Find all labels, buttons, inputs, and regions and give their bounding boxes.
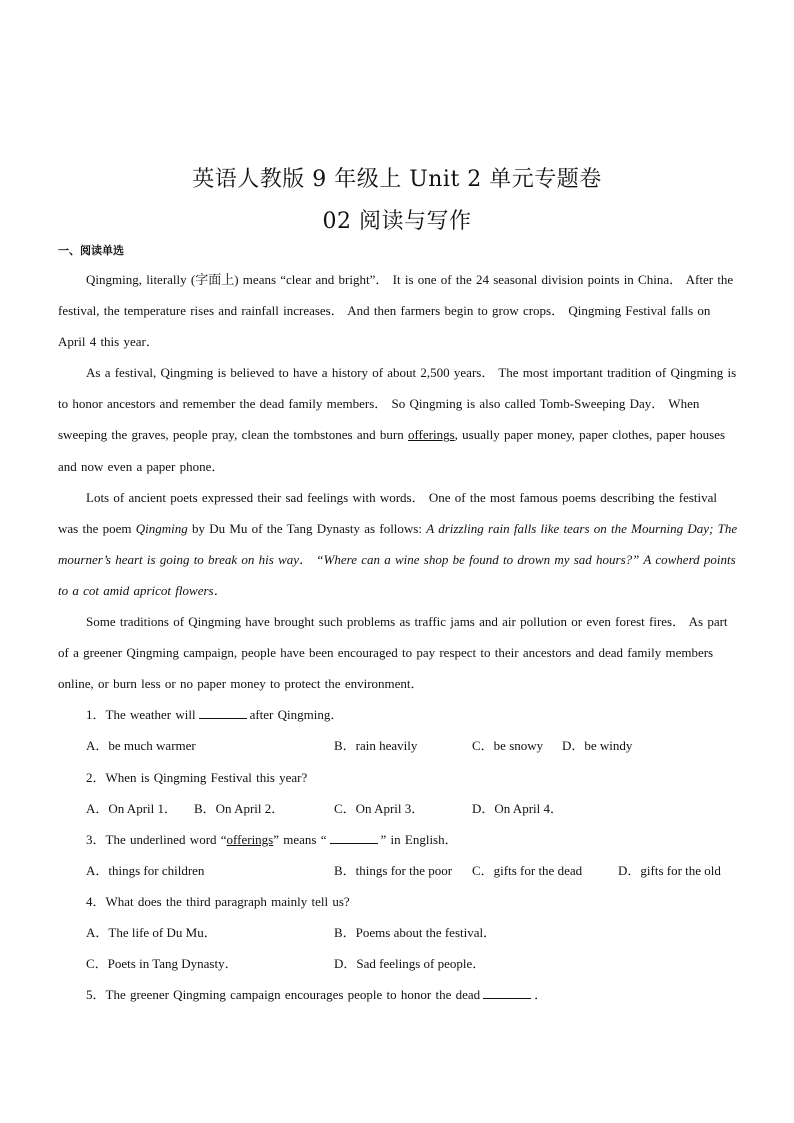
option-a[interactable]: A．be much warmer	[86, 738, 196, 754]
question-1	[58, 699, 738, 730]
question-text: after Qingming．	[249, 707, 344, 723]
paragraph-text: Lots of ancient poets expressed their sad feelings with words． One of the most famous poems describing the festival was the poem	[58, 489, 718, 536]
answer-blank	[483, 986, 531, 999]
option-a[interactable]: A．The life of Du Mu．	[86, 924, 217, 940]
section-heading: 一、阅读单选	[58, 244, 124, 257]
option-d[interactable]: D．gifts for the old	[618, 862, 721, 878]
question-4-options-row-1	[58, 917, 738, 948]
poem-quote: A drizzling rain falls like tears on the Mourning Day; The mourner’s heart is going to break on his way． “Where can a wine shop be found to drown my sad hours?” A cowherd points to a cot amid apricot flowers．	[58, 520, 738, 598]
page-subtitle: 02 阅读与写作	[322, 209, 472, 234]
question-2: 2．When is Qingming Festival this year?	[86, 769, 308, 785]
option-d[interactable]: D．Sad feelings of people．	[334, 956, 486, 972]
question-text: ” means “	[273, 831, 327, 847]
question-1-options	[58, 730, 738, 761]
answer-blank	[330, 831, 378, 844]
passage-paragraph-4: Some traditions of Qingming have brought such problems as traffic jams and air pollution or even forest fires． As part of a greener Qingming campaign, people have been encouraged to pay respect to their ancestors and dead family members online, or burn less or no paper money to protect the environment．	[58, 614, 728, 692]
question-text: 1．The weather will	[86, 707, 196, 723]
answer-blank	[199, 706, 247, 719]
option-c[interactable]: C．be snowy	[472, 738, 544, 754]
option-b[interactable]: B．rain heavily	[334, 738, 418, 754]
question-text: ” in English．	[380, 831, 458, 847]
question-text: 3．The underlined word “	[86, 831, 227, 847]
question-text: 5．The greener Qingming campaign encourages people to honor the dead	[86, 987, 481, 1003]
option-c[interactable]: C．Poets in Tang Dynasty．	[86, 956, 238, 972]
underlined-word: offerings	[226, 831, 274, 847]
option-a[interactable]: A．things for children	[86, 862, 205, 878]
question-5	[58, 979, 738, 1010]
option-d[interactable]: D．be windy	[562, 738, 633, 754]
option-c[interactable]: C．On April 3．	[334, 800, 425, 816]
page-title: 英语人教版 9 年级上 Unit 2 单元专题卷	[192, 167, 602, 192]
option-b[interactable]: B．On April 2．	[194, 800, 285, 816]
passage-paragraph-2	[58, 357, 738, 481]
question-2-options	[58, 793, 738, 824]
option-d[interactable]: D．On April 4．	[472, 800, 564, 816]
poem-title: Qingming	[135, 520, 188, 536]
paragraph-text: As a festival, Qingming is believed to have a history of about 2,500 years． The most important tradition of Qingming is to honor ancestors and remember the dead family members． So Qingming is also called Tomb-Sweeping Day． When sweeping the graves, people pray, clean the tombstones and burn	[58, 365, 737, 443]
underlined-word: offerings	[407, 427, 455, 443]
option-a[interactable]: A．On April 1．	[86, 800, 178, 816]
question-3-options	[58, 855, 738, 886]
passage-paragraph-3	[58, 482, 738, 606]
option-b[interactable]: B．Poems about the festival．	[334, 924, 497, 940]
passage-paragraph-1: Qingming, literally (字面上) means “clear and bright”． It is one of the 24 seasonal division points in China． After the festival, the temperature rises and rainfall increases． And then farmers begin to grow crops． Qingming Festival falls on April 4 this year．	[58, 272, 734, 350]
paragraph-text: by Du Mu of the Tang Dynasty as follows:	[187, 520, 427, 536]
question-4: 4．What does the third paragraph mainly tell us?	[86, 893, 350, 909]
question-3	[58, 824, 738, 855]
reading-body	[58, 264, 738, 1010]
question-4-options-row-2	[58, 948, 738, 979]
option-c[interactable]: C．gifts for the dead	[472, 862, 583, 878]
question-text: ．	[534, 987, 548, 1003]
paragraph-text: , usually paper money, paper clothes, paper houses and now even a paper phone．	[58, 427, 726, 474]
option-b[interactable]: B．things for the poor	[334, 862, 453, 878]
